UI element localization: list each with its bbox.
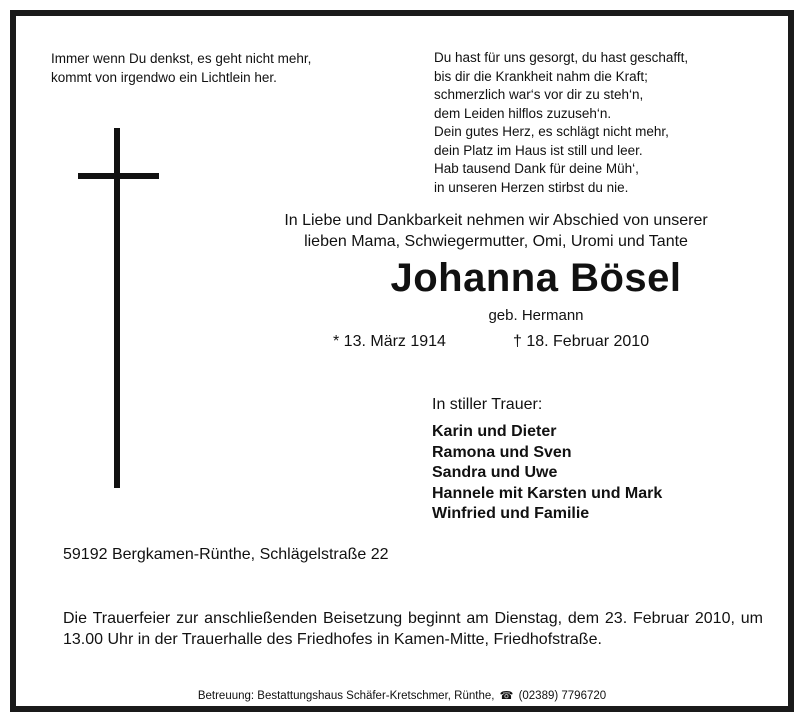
poem-right-line: dem Leiden hilflos zuzuseh‘n. bbox=[434, 105, 612, 121]
poem-right-line: Dein gutes Herz, es schlägt nicht mehr, bbox=[434, 124, 669, 139]
poem-left bbox=[51, 49, 311, 87]
poem-left-line: Immer wenn Du denkst, es geht nicht mehr, bbox=[51, 51, 312, 66]
maiden-name: geb. Hermann bbox=[488, 307, 584, 324]
footer-text: Betreuung: Bestattungshaus Schäfer-Kretschmer, Rünthe, bbox=[197, 690, 495, 702]
poem-right-line: in unseren Herzen stirbst du nie. bbox=[434, 179, 629, 195]
family-address: 59192 Bergkamen-Rünthe, Schlägelstraße 22 bbox=[63, 546, 389, 563]
obituary-frame bbox=[10, 10, 794, 712]
mourner-name: Ramona und Sven bbox=[432, 443, 572, 461]
poem-right-line: schmerzlich war‘s vor dir zu steh‘n, bbox=[434, 87, 644, 102]
footer-phone: (02389) 7796720 bbox=[518, 690, 607, 702]
mourners-list bbox=[432, 422, 662, 525]
poem-right-line: dein Platz im Haus ist still und leer. bbox=[434, 142, 643, 158]
poem-left-line: kommt von irgendwo ein Lichtlein her. bbox=[51, 70, 277, 85]
ceremony-notice: Die Trauerfeier zur anschließenden Beisetzung beginnt am Dienstag, dem 23. Februar 2010, um 13.00 Uhr in der Trauerhalle des Friedhofes in Kamen-Mitte, Friedhofstraße. bbox=[63, 610, 763, 648]
cross-horizontal-bar bbox=[78, 173, 159, 179]
farewell-intro bbox=[216, 210, 776, 252]
poem-right-line: Hab tausend Dank für deine Müh‘, bbox=[434, 161, 639, 176]
intro-line: lieben Mama, Schwiegermutter, Omi, Uromi und Tante bbox=[304, 233, 688, 250]
death-date: † 18. Februar 2010 bbox=[513, 333, 650, 350]
deceased-name: Johanna Bösel bbox=[390, 256, 682, 300]
intro-line: In Liebe und Dankbarkeit nehmen wir Abschied von unserer bbox=[284, 212, 708, 229]
funeral-home-footer bbox=[16, 689, 788, 702]
mourner-name: Winfried und Familie bbox=[432, 505, 590, 522]
cross-vertical-bar bbox=[114, 128, 120, 488]
poem-right bbox=[434, 49, 688, 197]
poem-right-line: Du hast für uns gesorgt, du hast geschafft, bbox=[434, 50, 689, 65]
mourner-name: Sandra und Uwe bbox=[432, 464, 558, 481]
poem-right-line: bis dir die Krankheit nahm die Kraft; bbox=[434, 68, 648, 84]
mourner-name: Karin und Dieter bbox=[432, 423, 557, 440]
birth-date: * 13. März 1914 bbox=[333, 333, 446, 350]
mourner-name: Hannele mit Karsten und Mark bbox=[432, 484, 663, 502]
telephone-icon: ☎ bbox=[499, 690, 514, 702]
mourning-label: In stiller Trauer: bbox=[432, 396, 543, 413]
